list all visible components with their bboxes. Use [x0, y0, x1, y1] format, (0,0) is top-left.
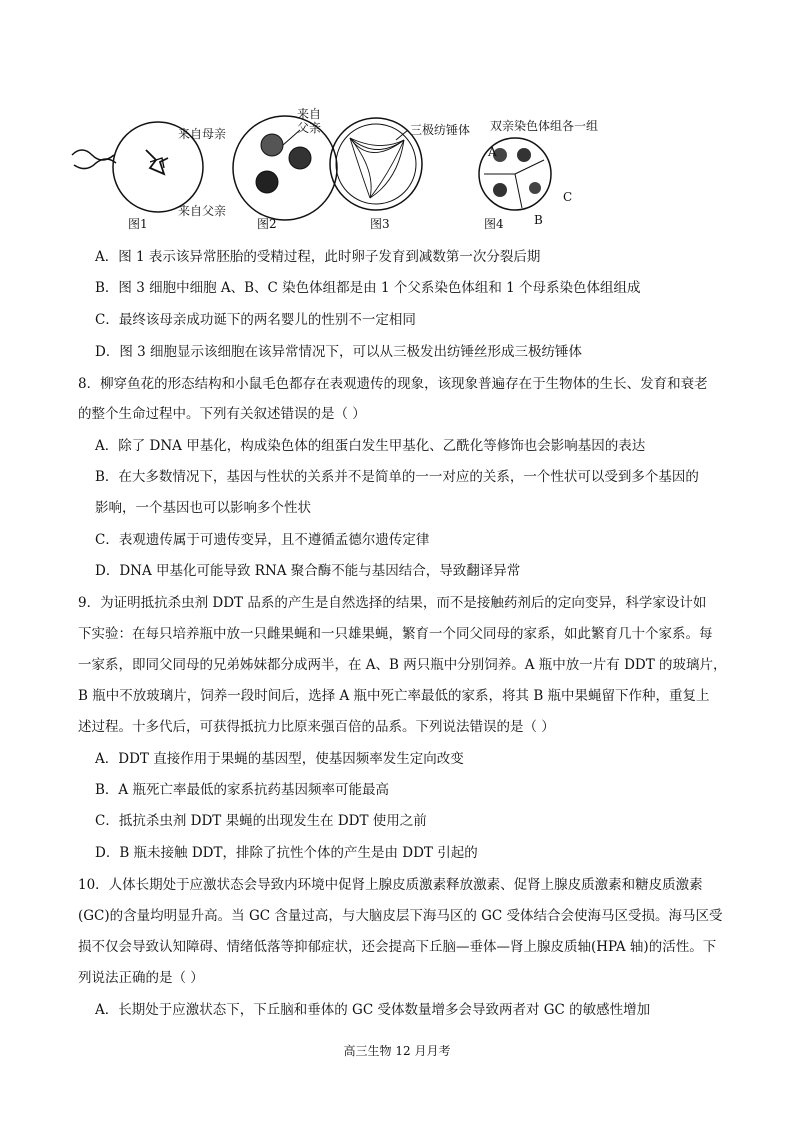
fig3-caption: 图3 [370, 217, 390, 231]
q8-stem-line-1: 8．柳穿鱼花的形态结构和小鼠毛色都存在表观遗传的现象，该现象普遍存在于生物体的生长、发育和衰老 [78, 376, 708, 392]
q8-option-c: C．表观遗传属于可遗传变异，且不遵循孟德尔遗传定律 [95, 532, 430, 548]
q9-stem-line-3: 一家系，即同父同母的兄弟姊妹都分成两半，在 A、B 两只瓶中分别饲养。A 瓶中放一片有 DDT 的玻璃片， [78, 657, 727, 673]
q9-stem-line-4: B 瓶中不放玻璃片，饲养一段时间后，选择 A 瓶中死亡率最低的家系，将其 B 瓶中果蝇留下作种，重复上 [78, 688, 710, 704]
q8-option-d: D．DNA 甲基化可能导致 RNA 聚合酶不能与基因结合，导致翻译异常 [95, 563, 521, 579]
q7-option-a: A．图 1 表示该异常胚胎的受精过程，此时卵子发育到减数第一次分裂后期 [95, 249, 541, 265]
fig3-label: 三极纺锤体 [410, 123, 471, 137]
q7-option-b: B．图 3 细胞中细胞 A、B、C 染色体组都是由 1 个父系染色体组和 1 个母系染色体组组成 [95, 280, 641, 296]
q10-stem-line-1: 10．人体长期处于应激状态会导致内环境中促肾上腺皮质激素释放激素、促肾上腺皮质激素和糖皮质激素 [78, 877, 703, 893]
fig4-C: C [563, 190, 573, 204]
fig1-caption: 图1 [128, 217, 148, 231]
q9-stem-line-5: 述过程。十多代后，可获得抵抗力比原来强百倍的品系。下列说法错误的是（ ） [78, 719, 555, 735]
q10-stem-line-4: 列说法正确的是（ ） [78, 970, 204, 986]
q8-stem-line-2: 的整个生命过程中。下列有关叙述错误的是（ ） [78, 406, 366, 422]
fig2-father-label-top-2: 父亲 [297, 121, 322, 135]
fig4-label: 双亲染色体组各一组 [490, 119, 599, 133]
figure-2 [178, 106, 337, 231]
q9-option-c: C．抵抗杀虫剂 DDT 果蝇的出现发生在 DDT 使用之前 [95, 813, 427, 829]
q7-option-c: C．最终该母亲成功诞下的两名婴儿的性别不一定相同 [95, 312, 416, 328]
q10-stem-line-2: (GC)的含量均明显升高。当 GC 含量过高，与大脑皮层下海马区的 GC 受体结合会使海马区受损。海马区受 [78, 908, 723, 924]
q9-stem-line-1: 9．为证明抵抗杀虫剂 DDT 品系的产生是自然选择的结果，而不是接触药剂后的定向变异，科学家设计如 [78, 595, 707, 611]
figures-svg [60, 100, 660, 235]
q9-stem-line-2: 下实验：在每只培养瓶中放一只雌果蝇和一只雄果蝇，繁育一个同父同母的家系，如此繁育几十个家系。每 [78, 626, 713, 642]
fig4-B: B [534, 213, 543, 227]
q9-option-b: B．A 瓶死亡率最低的家系抗药基因频率可能最高 [95, 782, 389, 798]
fig4-caption: 图4 [484, 217, 504, 231]
q10-option-a: A．长期处于应激状态下，下丘脑和垂体的 GC 受体数量增多会导致两者对 GC 的敏感性增加 [95, 1002, 651, 1018]
q7-option-d: D．图 3 细胞显示该细胞在该异常情况下，可以从三极发出纺锤丝形成三极纺锤体 [95, 344, 582, 360]
fig2-mother-label: 来自母亲 [178, 127, 227, 141]
fig2-father-label-top-1: 来自 [297, 107, 322, 121]
fig2-father-label-bottom: 来自父亲 [178, 204, 227, 218]
figure-4 [479, 118, 598, 231]
q8-option-a: A．除了 DNA 甲基化，构成染色体的组蛋白发生甲基化、乙酰化等修饰也会影响基因的表达 [95, 438, 646, 454]
q9-option-a: A．DDT 直接作用于果蝇的基因型，使基因频率发生定向改变 [95, 751, 464, 767]
fig2-caption: 图2 [257, 217, 277, 231]
q8-option-b-line-1: B．在大多数情况下，基因与性状的关系并不是简单的一一对应的关系，一个性状可以受到多个基因的 [95, 469, 699, 485]
figure-3 [330, 118, 470, 231]
q10-stem-line-3: 损不仅会导致认知障碍、情绪低落等抑郁症状，还会提高下丘脑—垂体—肾上腺皮质轴(HPA 轴)的活性。下 [78, 939, 717, 955]
page-footer: 高三生物 12 月月考 [343, 1044, 451, 1058]
figure-panel [60, 100, 660, 235]
q8-option-b-line-2: 影响，一个基因也可以影响多个性状 [95, 500, 311, 516]
q9-option-d: D．B 瓶未接触 DDT，排除了抗性个体的产生是由 DDT 引起的 [95, 845, 478, 861]
fig4-A: A [488, 145, 497, 159]
